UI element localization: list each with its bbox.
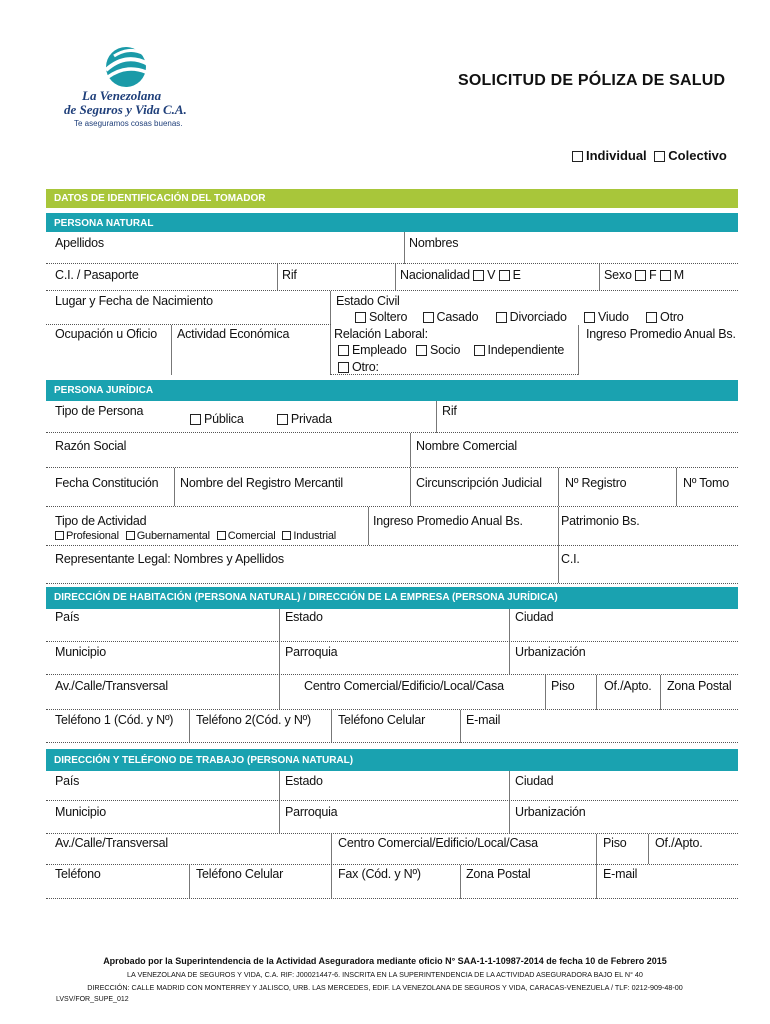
sexo-m-checkbox[interactable] [660, 270, 671, 281]
ciudad-label: Ciudad [515, 610, 554, 624]
ci-representante-label: C.I. [561, 552, 580, 566]
trabajo-av-calle-label: Av./Calle/Transversal [55, 836, 168, 850]
numero-registro-label: Nº Registro [565, 476, 627, 490]
trabajo-zona-postal-label: Zona Postal [466, 867, 531, 881]
trabajo-municipio-label: Municipio [55, 805, 107, 819]
viudo-checkbox[interactable] [584, 312, 595, 323]
telefono-celular-label: Teléfono Celular [338, 713, 426, 727]
sexo-label: Sexo [604, 268, 632, 282]
relacion-laboral-label: Relación Laboral: [334, 327, 428, 341]
telefono2-label: Teléfono 2(Cód. y Nº) [196, 713, 312, 727]
representante-legal-label: Representante Legal: Nombres y Apellidos [55, 552, 284, 566]
tipo-actividad-label: Tipo de Actividad [55, 514, 147, 528]
trabajo-apto-label: Of./Apto. [655, 836, 703, 850]
municipio-label: Municipio [55, 645, 107, 659]
estado-civil-options [355, 310, 684, 324]
nacionalidad-v-checkbox[interactable] [473, 270, 484, 281]
page-title: SOLICITUD DE PÓLIZA DE SALUD [458, 72, 726, 89]
comercial-label: Comercial [227, 530, 276, 542]
sexo-field [604, 268, 684, 282]
f-label: F [648, 268, 657, 282]
lugar-fecha-nacimiento-label: Lugar y Fecha de Nacimiento [55, 294, 213, 308]
colectivo-label: Colectivo [668, 148, 727, 163]
trabajo-piso-label: Piso [603, 836, 627, 850]
casado-label: Casado [436, 310, 479, 324]
razon-social-label: Razón Social [55, 439, 127, 453]
profesional-label: Profesional [66, 530, 119, 542]
footer-approval: Aprobado por la Superintendencia de la Actividad Aseguradora mediante oficio N° SAA-1-1-10987-2014 de fecha 10 de Febrero 2015 [103, 956, 667, 966]
gubernamental-label: Gubernamental [136, 530, 210, 542]
fecha-constitucion-label: Fecha Constitución [55, 476, 159, 490]
trabajo-ciudad-label: Ciudad [515, 774, 554, 788]
otro-relacion-label: Otro: [352, 360, 379, 374]
individual-checkbox[interactable] [572, 151, 583, 162]
parroquia-label: Parroquia [285, 645, 338, 659]
trabajo-estado-label: Estado [285, 774, 323, 788]
otro-label: Otro [660, 310, 684, 324]
trabajo-urbanizacion-label: Urbanización [515, 805, 586, 819]
independiente-checkbox[interactable] [474, 345, 485, 356]
numero-tomo-label: Nº Tomo [683, 476, 730, 490]
trabajo-telefono-label: Teléfono [55, 867, 101, 881]
telefono1-label: Teléfono 1 (Cód. y Nº) [55, 713, 174, 727]
industrial-checkbox[interactable] [282, 531, 291, 540]
colectivo-checkbox[interactable] [654, 151, 665, 162]
footer-company-info: LA VENEZOLANA DE SEGUROS Y VIDA, C.A. RIF: J00021447-6. INSCRITA EN LA SUPERINTENDENCIA DE LA ACTIVIDAD ASEGURADORA BAJO EL N° 40 [127, 970, 643, 979]
viudo-label: Viudo [598, 310, 629, 324]
actividad-economica-label: Actividad Económica [177, 327, 290, 341]
publica-label: Pública [204, 412, 244, 426]
e-label: E [512, 268, 521, 282]
privada-checkbox[interactable] [277, 414, 288, 425]
ci-pasaporte-label: C.I. / Pasaporte [55, 268, 139, 282]
trabajo-pais-label: País [55, 774, 80, 788]
socio-label: Socio [429, 343, 461, 357]
zona-postal-label: Zona Postal [667, 679, 732, 693]
section-persona-natural: PERSONA NATURAL [46, 213, 738, 232]
trabajo-email-label: E-mail [603, 867, 638, 881]
v-label: V [487, 268, 496, 282]
otro-relacion-checkbox[interactable] [338, 362, 349, 373]
rif-label: Rif [282, 268, 297, 282]
nacionalidad-e-checkbox[interactable] [499, 270, 510, 281]
estado-civil-label: Estado Civil [336, 294, 400, 308]
pais-label: País [55, 610, 80, 624]
logo-name-line2: de Seguros y Vida C.A. [64, 102, 187, 117]
otro-relacion-field [338, 360, 379, 374]
empleado-label: Empleado [352, 343, 407, 357]
policy-type-options [572, 148, 727, 163]
soltero-label: Soltero [369, 310, 408, 324]
comercial-checkbox[interactable] [217, 531, 226, 540]
rif-juridica-label: Rif [442, 404, 457, 418]
trabajo-fax-label: Fax (Cód. y Nº) [338, 867, 421, 881]
av-calle-label: Av./Calle/Transversal [55, 679, 168, 693]
otro-checkbox[interactable] [646, 312, 657, 323]
independiente-label: Independiente [487, 343, 565, 357]
trabajo-centro-comercial-label: Centro Comercial/Edificio/Local/Casa [338, 836, 538, 850]
nacionalidad-label: Nacionalidad [400, 268, 470, 282]
trabajo-celular-label: Teléfono Celular [196, 867, 284, 881]
empleado-checkbox[interactable] [338, 345, 349, 356]
circunscripcion-label: Circunscripción Judicial [416, 476, 542, 490]
individual-label: Individual [586, 148, 647, 163]
divorciado-checkbox[interactable] [496, 312, 507, 323]
registro-mercantil-label: Nombre del Registro Mercantil [180, 476, 344, 490]
sexo-f-checkbox[interactable] [635, 270, 646, 281]
footer-address: DIRECCIÓN: CALLE MADRID CON MONTERREY Y JALISCO, URB. LAS MERCEDES, EDIF. LA VENEZOLANA DE SEGUROS Y VIDA, CARACAS-VENEZUELA / TLF: 0212-909-48-00 [87, 983, 683, 992]
section-persona-juridica: PERSONA JURÍDICA [46, 380, 738, 401]
profesional-checkbox[interactable] [55, 531, 64, 540]
section-direccion-habitacion: DIRECCIÓN DE HABITACIÓN (PERSONA NATURAL) / DIRECCIÓN DE LA EMPRESA (PERSONA JURÍDICA) [46, 587, 738, 609]
estado-label: Estado [285, 610, 323, 624]
email-label: E-mail [466, 713, 501, 727]
m-label: M [673, 268, 684, 282]
trabajo-parroquia-label: Parroquia [285, 805, 338, 819]
urbanizacion-label: Urbanización [515, 645, 586, 659]
ingreso-promedio-juridica-label: Ingreso Promedio Anual Bs. [373, 514, 523, 528]
soltero-checkbox[interactable] [355, 312, 366, 323]
divorciado-label: Divorciado [509, 310, 567, 324]
patrimonio-label: Patrimonio Bs. [561, 514, 640, 528]
company-logo [60, 44, 200, 134]
ocupacion-label: Ocupación u Oficio [55, 327, 158, 341]
logo-emblem-icon [96, 44, 156, 90]
logo-name-line1: La Venezolana [82, 88, 162, 103]
section-direccion-trabajo: DIRECCIÓN Y TELÉFONO DE TRABAJO (PERSONA NATURAL) [46, 749, 738, 771]
apellidos-label: Apellidos [55, 236, 104, 250]
publica-checkbox[interactable] [190, 414, 201, 425]
casado-checkbox[interactable] [423, 312, 434, 323]
tipo-actividad-options [55, 530, 336, 542]
tipo-persona-label: Tipo de Persona [55, 404, 144, 418]
apto-label: Of./Apto. [604, 679, 652, 693]
relacion-laboral-options [338, 343, 564, 357]
form-code: LVSV/FOR_SUPE_012 [56, 996, 129, 1003]
centro-comercial-label: Centro Comercial/Edificio/Local/Casa [304, 679, 504, 693]
privada-label: Privada [290, 412, 332, 426]
tipo-persona-options [190, 412, 332, 426]
gubernamental-checkbox[interactable] [126, 531, 135, 540]
logo-tagline: Te aseguramos cosas buenas. [74, 119, 183, 128]
piso-label: Piso [551, 679, 575, 693]
ingreso-promedio-natural-label: Ingreso Promedio Anual Bs. [586, 327, 736, 341]
socio-checkbox[interactable] [416, 345, 427, 356]
section-tomador: DATOS DE IDENTIFICACIÓN DEL TOMADOR [46, 189, 738, 208]
nombres-label: Nombres [409, 236, 459, 250]
nacionalidad-field [400, 268, 521, 282]
industrial-label: Industrial [293, 530, 337, 542]
nombre-comercial-label: Nombre Comercial [416, 439, 517, 453]
